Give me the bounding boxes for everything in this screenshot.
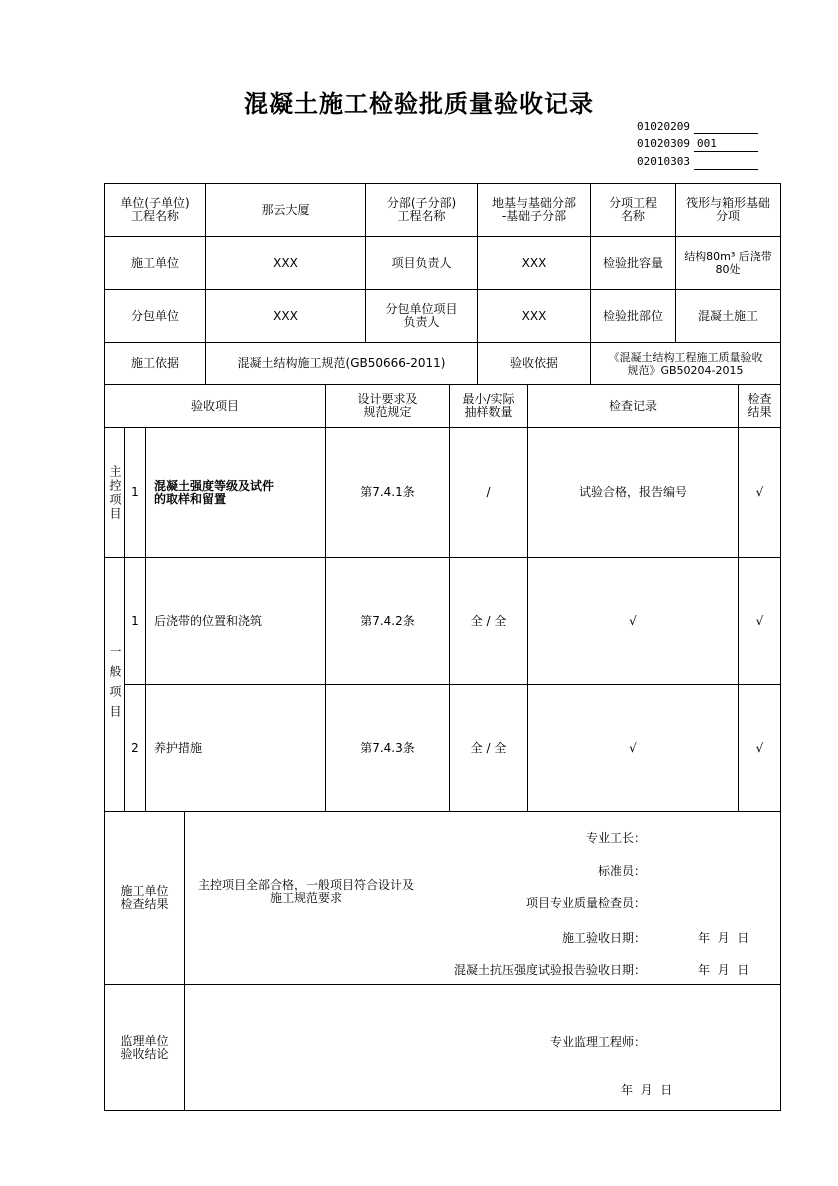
supervision-engineer-label: 专业监理工程师： [549, 1035, 646, 1049]
header-sample: 最小/实际 抽样数量 [462, 392, 515, 419]
general-row-2-no: 2 [131, 740, 139, 755]
header-result: 检查 结果 [747, 392, 772, 419]
foreman-label: 专业工长： [585, 831, 646, 845]
code-1-underline [694, 133, 758, 134]
test-report-date-label: 混凝土抗压强度试验报告验收日期： [453, 963, 646, 977]
page-title: 混凝土施工检验批质量验收记录 [244, 90, 594, 118]
main-row-sample: / [486, 485, 491, 499]
part-label: 检验批部位 [602, 308, 663, 323]
project-manager-label: 项目负责人 [391, 255, 452, 270]
basis-value: 混凝土结构施工规范(GB50666-2011) [237, 356, 446, 370]
code-1: 01020209 [637, 120, 690, 133]
main-row-clause: 第7.4.1条 [360, 485, 415, 499]
code-2: 01020309 [637, 137, 690, 150]
general-row-1-sample: 全 / 全 [470, 613, 507, 628]
unit-name-value: 那云大厦 [261, 202, 310, 217]
general-row-2-record: √ [629, 740, 637, 755]
test-report-date-value: 年 月 日 [698, 963, 750, 977]
acceptance-basis-label: 验收依据 [509, 356, 558, 370]
general-row-2-sample: 全 / 全 [470, 740, 507, 755]
subcontractor-value: XXX [273, 308, 298, 323]
contractor-value: XXX [273, 255, 298, 270]
code-2-suffix: 001 [697, 137, 717, 150]
capacity-label: 检验批容量 [602, 255, 663, 270]
general-row-1-result: √ [755, 613, 764, 628]
general-row-1-name: 后浇带的位置和浇筑 [154, 613, 263, 628]
general-row-2-name: 养护措施 [154, 740, 203, 755]
general-label: 一般项目 [108, 644, 122, 725]
subcontractor-label: 分包单位 [130, 308, 179, 323]
general-row-2-result: √ [755, 740, 764, 755]
general-row-1-no: 1 [131, 613, 139, 628]
unit-name-label: 单位(子单位) 工程名称 [120, 196, 190, 223]
header-design: 设计要求及 规范规定 [357, 392, 418, 419]
division-value: 地基与基础分部 -基础子分部 [491, 196, 576, 223]
general-row-1-clause: 第7.4.2条 [360, 613, 415, 628]
capacity-value: 结构80m³ 后浇带 80处 [684, 250, 772, 276]
sub-pm-value: XXX [521, 308, 547, 323]
main-row-no: 1 [131, 485, 139, 499]
contractor-label: 施工单位 [130, 255, 179, 270]
main-row-result: √ [755, 485, 764, 499]
main-row-name: 混凝土强度等级及试件 的取样和留置 [154, 478, 275, 506]
general-row-2-clause: 第7.4.3条 [360, 740, 415, 755]
item-value: 筏形与箱形基础 分项 [685, 196, 770, 223]
standard-officer-label: 标准员： [597, 864, 646, 878]
header-record: 检查记录 [608, 398, 657, 413]
main-row-record: 试验合格，报告编号 [578, 485, 687, 499]
code-3: 02010303 [637, 155, 690, 168]
general-row-1-record: √ [629, 613, 637, 628]
item-label: 分项工程 名称 [608, 196, 657, 223]
supervision-label: 监理单位 验收结论 [120, 1033, 169, 1061]
project-manager-value: XXX [521, 255, 547, 270]
inspector-label: 项目专业质量检查员： [525, 896, 646, 910]
code-2-underline [694, 151, 758, 152]
acceptance-date-value: 年 月 日 [698, 931, 750, 945]
main-control-label: 主控项目 [108, 464, 122, 521]
header-item: 验收项目 [190, 398, 239, 413]
basis-label: 施工依据 [130, 356, 179, 370]
supervision-date-value: 年 月 日 [621, 1083, 673, 1097]
code-3-underline [694, 169, 758, 170]
acceptance-basis-value: 《混凝土结构工程施工质量验收 规范》GB50204-2015 [608, 350, 763, 377]
part-value: 混凝土施工 [697, 308, 758, 323]
contractor-check-label: 施工单位 检查结果 [120, 884, 169, 911]
contractor-check-conclusion: 主控项目全部合格，一般项目符合设计及 施工规范要求 [197, 878, 414, 905]
sub-pm-label: 分包单位项目 负责人 [385, 302, 458, 329]
acceptance-date-label: 施工验收日期： [561, 931, 646, 945]
division-label: 分部(子分部) 工程名称 [386, 196, 457, 223]
